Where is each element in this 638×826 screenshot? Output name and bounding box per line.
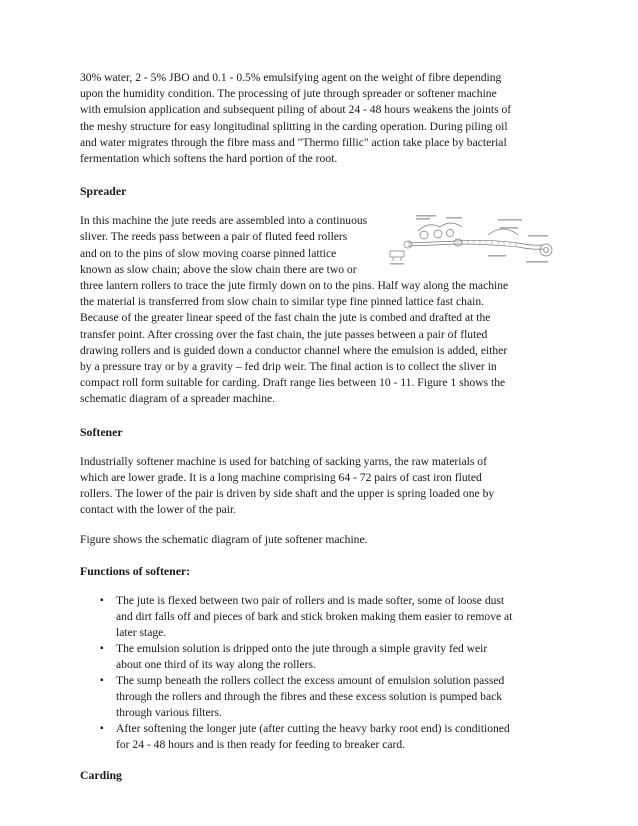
sliver-roll: [540, 244, 552, 256]
bullet-icon: ▪: [100, 594, 104, 606]
feed-roller: [404, 241, 412, 248]
text-line: known as slow chain; above the slow chain there are two or: [80, 262, 357, 276]
text-line: The sump beneath the rollers collect the excess amount of emulsion solution passed: [116, 673, 505, 687]
slow-chain-line: [408, 241, 458, 243]
bullet-icon: ▪: [100, 722, 104, 734]
text-line: schematic diagram of a spreader machine.: [80, 392, 276, 406]
lantern-roller: [447, 230, 454, 237]
section-heading-functions: Functions of softener:: [80, 563, 191, 578]
text-line: sliver. The reeds pass between a pair of fluted feed rollers: [80, 230, 348, 244]
softener-paragraph: [80, 454, 558, 519]
text-line: upon the humidity condition. The processing of jute through spreader or softener machine: [80, 87, 497, 101]
text-line: After softening the longer jute (after cutting the heavy barky root end) is conditioned: [116, 721, 510, 735]
label-line: [488, 255, 506, 257]
text-line: through the rollers and through the fibres and these excess solution is pumped back: [116, 689, 503, 703]
list-item: [100, 721, 558, 753]
text-line: In this machine the jute reeds are assembled into a continuous: [80, 214, 368, 228]
section-heading-spreader: Spreader: [80, 184, 127, 199]
text-line: Because of the greater linear speed of the fast chain the jute is combed and drafted at the: [80, 311, 491, 325]
softener-figure-caption: Figure shows the schematic diagram of jute softener machine.: [80, 533, 368, 547]
text-line: about one third of its way along the rollers.: [116, 657, 316, 671]
transfer-roller: [454, 239, 462, 246]
machine-cover: [418, 223, 462, 231]
feed-table-legs: [393, 257, 401, 261]
text-line: rollers. The lower of the pair is driven by side shaft and the upper is spring loaded one by: [80, 487, 495, 501]
label-line: [500, 227, 518, 229]
label-line: [528, 235, 548, 237]
text-line: three lantern rollers to trace the jute firmly down on to the pins. Half way along the machine: [80, 279, 509, 293]
intro-paragraph: [80, 70, 558, 167]
text-line: The jute is flexed between two pair of rollers and is made softer, some of loose dust: [116, 593, 505, 607]
text-line: contact with the lower of the pair.: [80, 503, 237, 517]
text-line: for 24 - 48 hours and is then ready for feeding to breaker card.: [116, 737, 406, 751]
sliver-roll-core: [544, 248, 549, 253]
fast-chain-line: [458, 241, 543, 246]
text-line: which are lower grade. It is a long machine comprising 64 - 72 pairs of cast iron fluted: [80, 470, 482, 484]
text-line: later stage.: [116, 625, 167, 639]
spreader-machine-diagram: [388, 213, 558, 273]
text-line: and dirt falls off and pieces of bark and stick broken making them easier to remove at: [116, 609, 513, 623]
functions-list: [80, 593, 558, 753]
spreader-section: [80, 213, 558, 407]
text-line: and water migrates through the fibre mass and "Thermo fillic" action take place by bacterial: [80, 135, 507, 149]
text-line: The emulsion solution is dripped onto the jute through a simple gravity fed weir: [116, 641, 488, 655]
bullet-icon: ▪: [100, 642, 104, 654]
section-heading-softener: Softener: [80, 424, 123, 439]
list-item: [100, 673, 558, 721]
document-page: [80, 70, 558, 783]
text-line: fermentation which softens the hard portion of the root.: [80, 152, 338, 166]
label-line: [390, 263, 404, 265]
text-line: compact roll form suitable for carding. Draft range lies between 10 - 11. Figure 1 shows the: [80, 376, 506, 390]
list-item: [100, 641, 558, 673]
section-heading-carding: Carding: [80, 767, 122, 782]
drawing-roller-cover: [488, 229, 518, 235]
list-item: [100, 593, 558, 641]
text-line: Industrially softener machine is used for batching of sacking yarns, the raw materials of: [80, 454, 487, 468]
feed-table: [390, 251, 404, 257]
label-line: [498, 219, 522, 221]
text-line: drawing rollers and is guided down a conductor channel where the emulsion is added, either: [80, 343, 508, 357]
text-line: and on to the pins of slow moving coarse pinned lattice: [80, 246, 337, 260]
text-line: the meshy structure for easy longitudinal splitting in the carding operation. During piling oil: [80, 119, 508, 133]
label-line: [446, 217, 462, 219]
lantern-roller: [434, 230, 442, 238]
spreader-machine-figure: [388, 213, 558, 273]
text-line: with emulsion application and subsequent piling of about 24 - 48 hours weakens the joints of: [80, 103, 512, 117]
text-line: 30% water, 2 - 5% JBO and 0.1 - 0.5% emulsifying agent on the weight of fibre depending: [80, 71, 502, 84]
slow-chain-line: [408, 244, 458, 246]
bullet-icon: ▪: [100, 674, 104, 686]
label-line: [416, 218, 430, 220]
label-line: [526, 261, 548, 263]
text-line: transfer point. After crossing over the fast chain, the jute passes between a pair of fluted: [80, 327, 488, 341]
text-line: the material is transferred from slow chain to similar type fine pinned lattice fast chain.: [80, 295, 485, 309]
label-line: [416, 215, 436, 217]
lantern-roller: [420, 231, 428, 239]
spreader-narrow-text: [80, 213, 384, 278]
text-line: by a pressure tray or by a gravity – fed drip weir. The final action is to collect the sliver in: [80, 360, 497, 374]
text-line: through various filters.: [116, 705, 222, 719]
